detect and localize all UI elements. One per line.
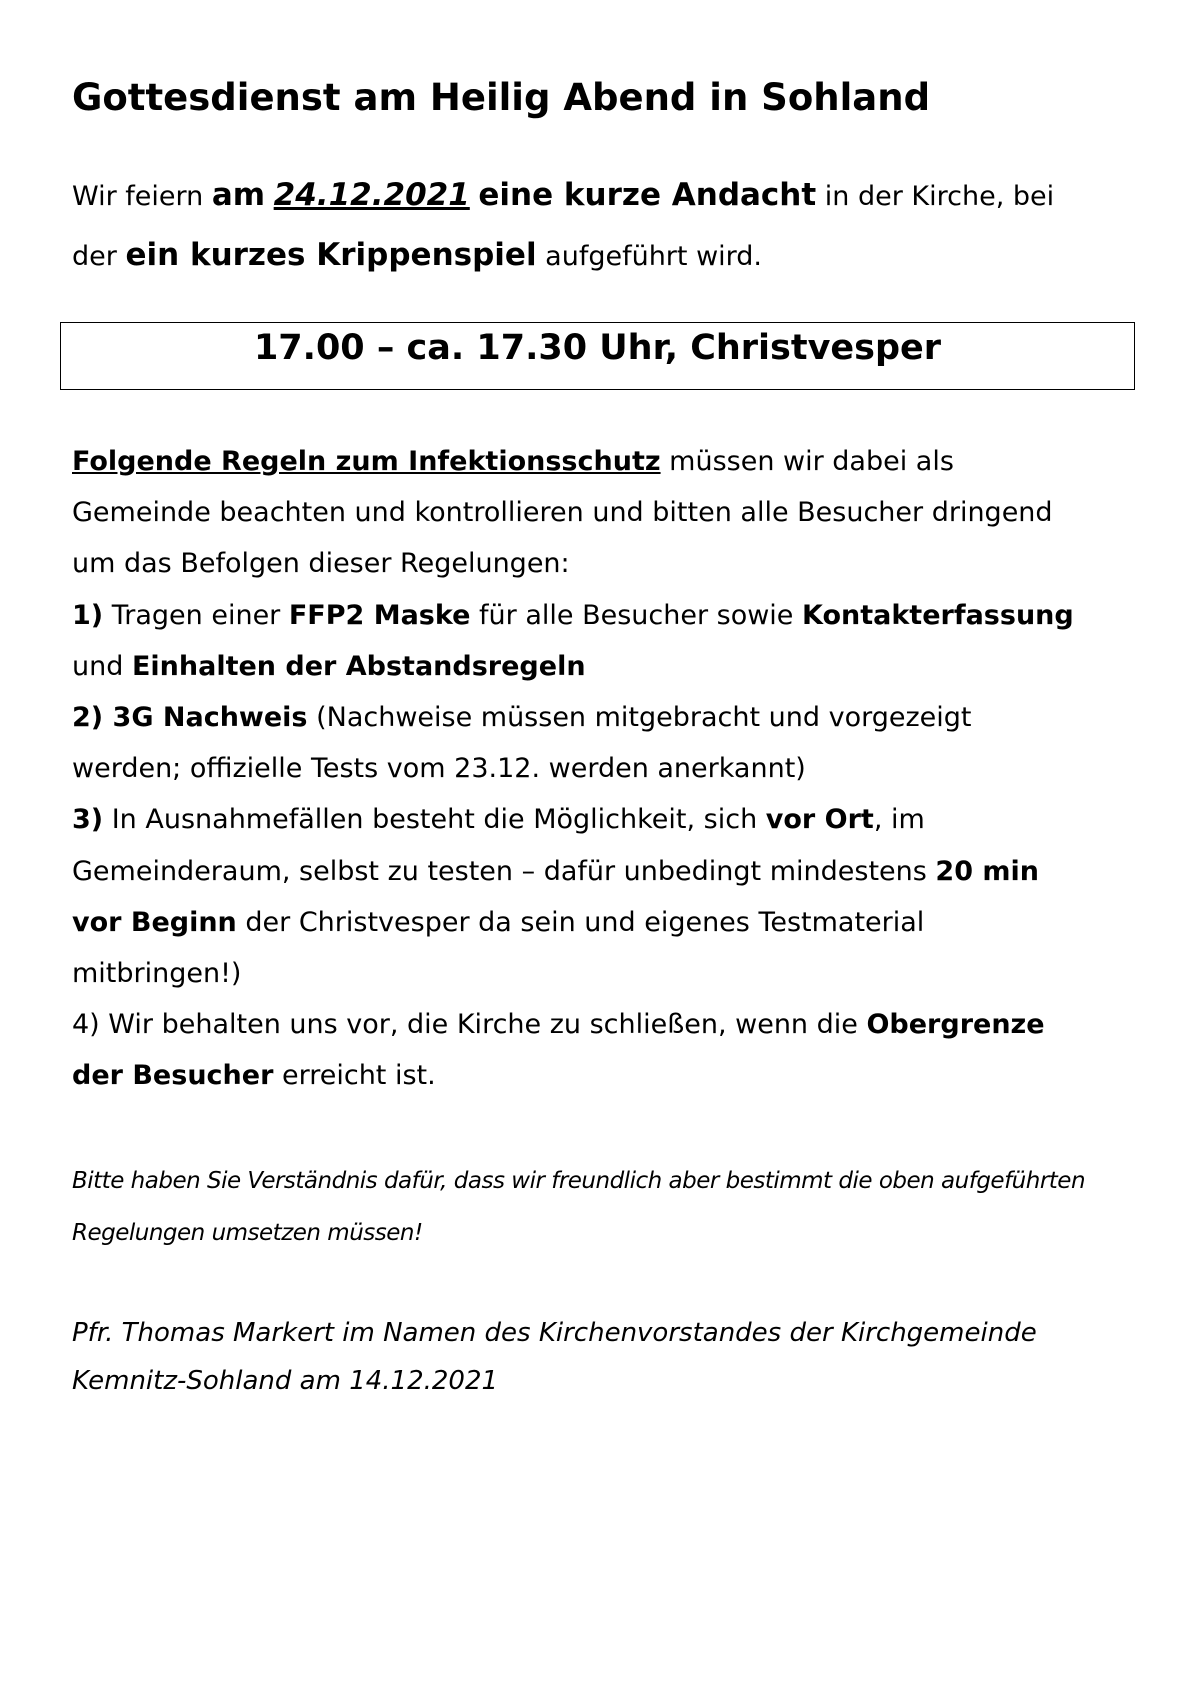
intro-line-1 bbox=[72, 166, 1122, 226]
rules-bold: vor Beginn bbox=[72, 906, 237, 938]
rules-text: (Nachweise müssen mitgebracht und vorgezeigt bbox=[307, 702, 972, 734]
intro-text: aufgeführt wird. bbox=[536, 241, 763, 272]
rules-text: In Ausnahmefällen besteht die Möglichkeit, sich bbox=[103, 804, 766, 836]
rules-heading: Folgende Regeln zum Infektionsschutz bbox=[72, 446, 661, 477]
rule-3-cont: mitbringen!) bbox=[72, 958, 242, 990]
event-date: 24.12.2021 bbox=[273, 177, 470, 213]
rule-2 bbox=[72, 692, 1132, 743]
intro-paragraph bbox=[72, 166, 1122, 286]
rules-line bbox=[72, 436, 1132, 487]
rule-1 bbox=[72, 590, 1132, 641]
intro-text: Wir feiern bbox=[72, 181, 212, 212]
intro-text: der bbox=[72, 241, 126, 272]
rules-text: der Christvesper da sein und eigenes Testmaterial bbox=[236, 906, 925, 938]
rule-4-cont bbox=[72, 1050, 1132, 1101]
rules-text: 4) Wir behalten uns vor, die Kirche zu schließen, wenn die bbox=[72, 1009, 867, 1041]
rule-3 bbox=[72, 794, 1132, 845]
rules-text: Gemeinderaum, selbst zu testen – dafür unbedingt mindestens bbox=[72, 855, 936, 887]
rules-line: Gemeinde beachten und kontrollieren und bitten alle Besucher dringend bbox=[72, 497, 1053, 529]
rules-bold: Einhalten der Abstandsregeln bbox=[131, 650, 586, 682]
signature-block bbox=[72, 1309, 1132, 1405]
intro-bold-krippenspiel: ein kurzes Krippenspiel bbox=[125, 237, 537, 273]
intro-text: in der Kirche, bei bbox=[816, 181, 1055, 212]
rules-text: erreicht ist. bbox=[273, 1060, 436, 1092]
note-paragraph bbox=[72, 1155, 1132, 1259]
note-line: Regelungen umsetzen müssen! bbox=[72, 1220, 423, 1246]
rules-bold: 20 min bbox=[935, 855, 1040, 887]
rule-2-cont: werden; offizielle Tests vom 23.12. werden anerkannt) bbox=[72, 753, 806, 785]
rule-number: 1) bbox=[72, 599, 104, 631]
rule-1-cont bbox=[72, 641, 1132, 692]
intro-bold-andacht: eine kurze Andacht bbox=[478, 177, 817, 213]
intro-line-2 bbox=[72, 226, 1122, 286]
rules-text: für alle Besucher sowie bbox=[470, 599, 802, 631]
rule-4 bbox=[72, 999, 1132, 1050]
rule-3-cont bbox=[72, 846, 1132, 897]
signature-line: Kemnitz-Sohland am 14.12.2021 bbox=[72, 1366, 499, 1396]
rules-text: Tragen einer bbox=[103, 599, 289, 631]
note-line: Bitte haben Sie Verständnis dafür, dass wir freundlich aber bestimmt die oben aufgeführten bbox=[72, 1168, 1086, 1194]
schedule-box: 17.00 – ca. 17.30 Uhr, Christvesper bbox=[60, 322, 1135, 390]
rule-number: 2) 3G Nachweis bbox=[72, 702, 308, 734]
rule-3-cont bbox=[72, 897, 1132, 948]
signature-line: Pfr. Thomas Markert im Namen des Kirchenvorstandes der Kirchgemeinde bbox=[72, 1318, 1037, 1348]
rule-number: 3) bbox=[72, 804, 104, 836]
rules-bold: vor Ort bbox=[765, 804, 874, 836]
rules-bold: Obergrenze bbox=[866, 1009, 1045, 1041]
page-title: Gottesdienst am Heilig Abend in Sohland bbox=[72, 76, 931, 119]
rules-bold: der Besucher bbox=[72, 1060, 274, 1092]
rules-text: , im bbox=[873, 804, 925, 836]
rules-text: müssen wir dabei als bbox=[660, 446, 954, 477]
rules-line: um das Befolgen dieser Regelungen: bbox=[72, 548, 570, 580]
rules-section bbox=[72, 436, 1132, 1102]
rules-text: und bbox=[72, 650, 132, 682]
rules-bold: Kontakterfassung bbox=[802, 599, 1074, 631]
rules-bold: FFP2 Maske bbox=[288, 599, 471, 631]
intro-bold-am: am bbox=[211, 177, 266, 213]
